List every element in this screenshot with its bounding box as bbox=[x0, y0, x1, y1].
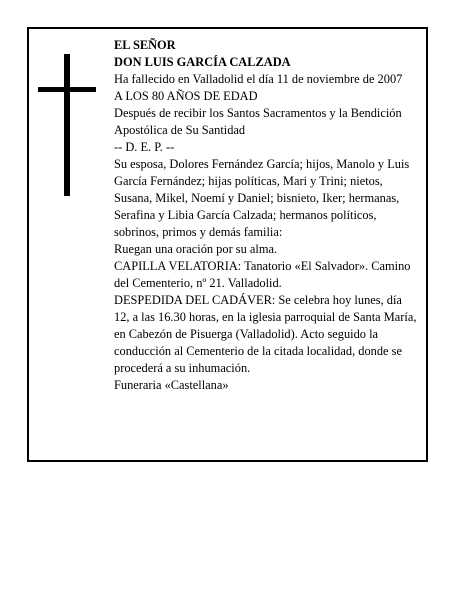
prayer-line: Ruegan una oración por su alma. bbox=[114, 242, 278, 256]
cross-vertical-bar bbox=[64, 54, 70, 196]
age-line: A LOS 80 AÑOS DE EDAD bbox=[114, 89, 258, 103]
chapel-info: CAPILLA VELATORIA: Tanatorio «El Salvador». Camino del Cementerio, nº 21. Valladolid. bbox=[114, 259, 411, 290]
sacraments-line: Después de recibir los Santos Sacramentos y la Bendición Apostólica de Su Santidad bbox=[114, 106, 402, 137]
deceased-name: DON LUIS GARCÍA CALZADA bbox=[114, 55, 291, 69]
notice-title: EL SEÑOR bbox=[114, 38, 176, 52]
family-list: Su esposa, Dolores Fernández García; hijos, Manolo y Luis García Fernández; hijas políticas, Mari y Trini; nietos, Susana, Mikel, Noemí y Daniel; bisnieto, Iker; hermanas, Serafina y Libia García Calzada; hermanos políticos, sobrinos, primos y demás familia: bbox=[114, 157, 410, 239]
funeral-home: Funeraria «Castellana» bbox=[114, 378, 229, 392]
latin-cross-icon bbox=[38, 54, 96, 196]
rip-line: -- D. E. P. -- bbox=[114, 140, 175, 154]
death-info: Ha fallecido en Valladolid el día 11 de noviembre de 2007 bbox=[114, 72, 403, 86]
obituary-text bbox=[114, 37, 420, 394]
cross-horizontal-bar bbox=[38, 87, 96, 92]
farewell-info: DESPEDIDA DEL CADÁVER: Se celebra hoy lunes, día 12, a las 16.30 horas, en la iglesia parroquial de Santa María, en Cabezón de Pisuerga (Valladolid). Acto seguido la conducción al Cementerio de la citada localidad, donde se procederá a su inhumación. bbox=[114, 293, 417, 375]
